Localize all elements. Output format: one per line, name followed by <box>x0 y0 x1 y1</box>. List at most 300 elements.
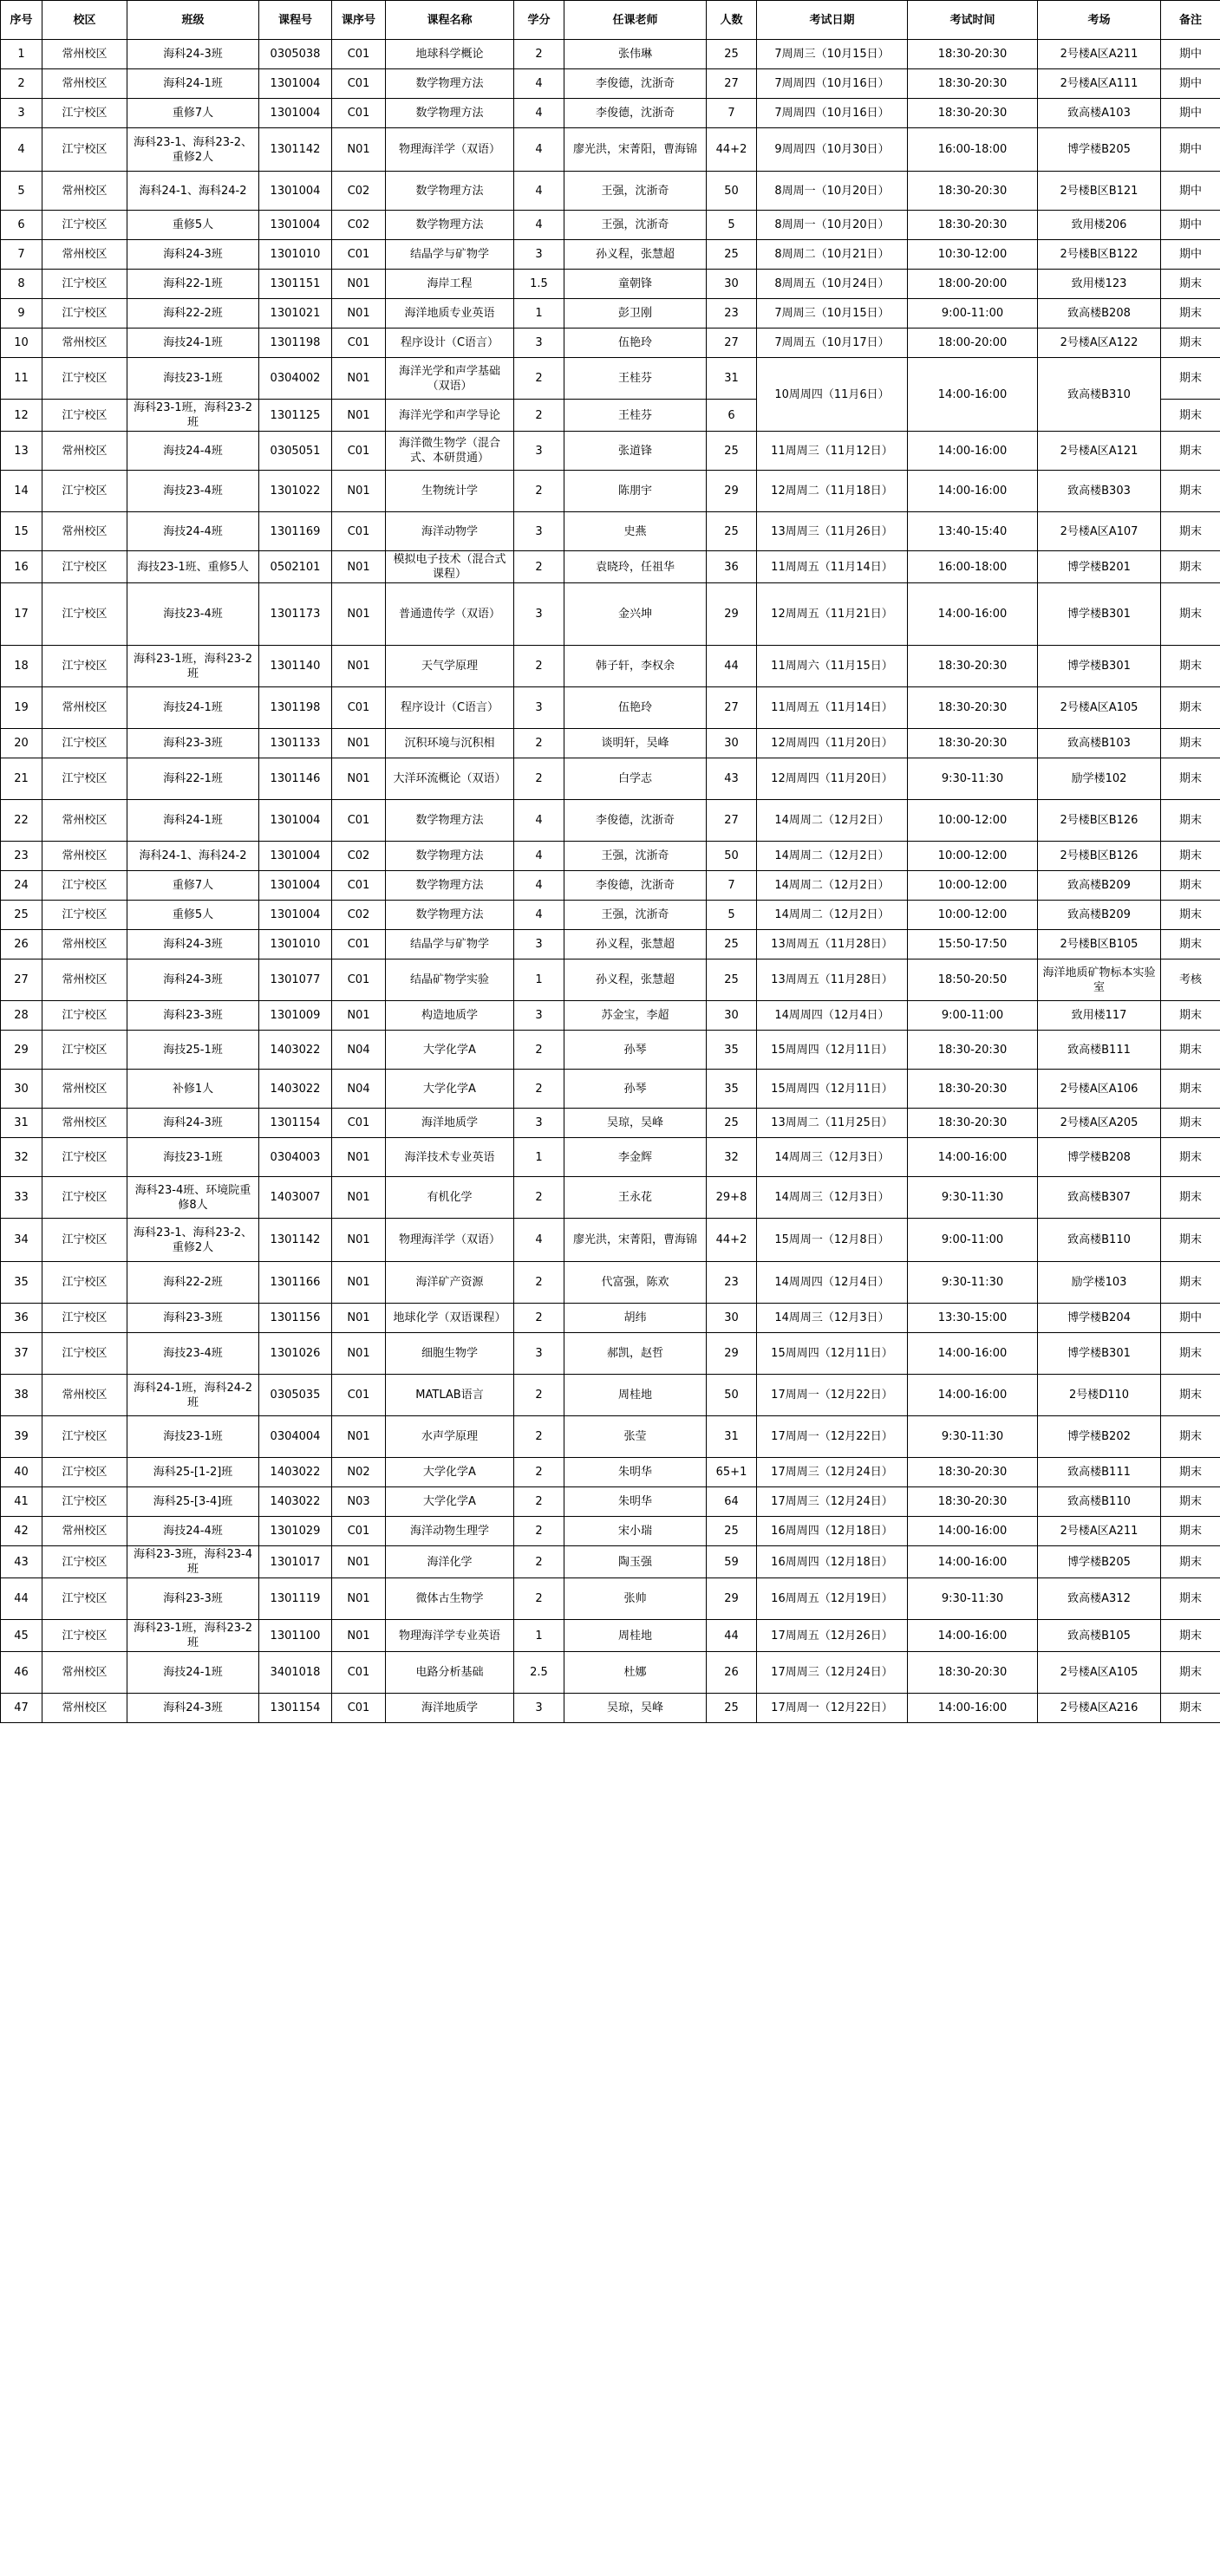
header-course-code: 课程号 <box>259 1 332 40</box>
cell-exam-time: 9:00-11:00 <box>908 299 1038 329</box>
header-section: 课序号 <box>332 1 386 40</box>
cell-index: 41 <box>1 1487 42 1517</box>
cell-exam-date: 8周周一（10月20日） <box>757 172 908 211</box>
cell-index: 46 <box>1 1652 42 1694</box>
cell-count: 30 <box>707 729 757 758</box>
cell-section: C01 <box>332 432 386 471</box>
cell-exam-date: 14周周四（12月4日） <box>757 1001 908 1031</box>
cell-exam-date: 14周周三（12月3日） <box>757 1138 908 1177</box>
cell-section: C01 <box>332 512 386 551</box>
cell-section: N01 <box>332 1001 386 1031</box>
cell-remark: 期末 <box>1161 930 1220 959</box>
cell-count: 31 <box>707 1416 757 1458</box>
cell-course-code: 0304003 <box>259 1138 332 1177</box>
cell-teacher: 朱明华 <box>564 1458 707 1487</box>
cell-teacher: 朱明华 <box>564 1487 707 1517</box>
cell-section: C01 <box>332 99 386 128</box>
table-row <box>1 471 1220 512</box>
header-exam-date: 考试日期 <box>757 1 908 40</box>
cell-exam-date: 16周周五（12月19日） <box>757 1578 908 1620</box>
cell-remark: 期末 <box>1161 758 1220 800</box>
cell-exam-room: 2号楼A区A211 <box>1038 1517 1161 1546</box>
cell-credits: 3 <box>514 1694 564 1723</box>
table-row <box>1 729 1220 758</box>
cell-section: C01 <box>332 1652 386 1694</box>
cell-course-name: 结晶学与矿物学 <box>386 930 514 959</box>
cell-credits: 1 <box>514 1620 564 1652</box>
table-row <box>1 211 1220 240</box>
cell-exam-room: 博学楼B301 <box>1038 583 1161 646</box>
cell-course-name: 沉积环境与沉积相 <box>386 729 514 758</box>
cell-section: C01 <box>332 930 386 959</box>
cell-credits: 2 <box>514 1070 564 1109</box>
cell-exam-room: 致高楼B111 <box>1038 1031 1161 1070</box>
cell-count: 32 <box>707 1138 757 1177</box>
cell-exam-date: 13周周二（11月25日） <box>757 1109 908 1138</box>
header-row <box>1 1 1220 40</box>
cell-credits: 2.5 <box>514 1652 564 1694</box>
cell-credits: 2 <box>514 758 564 800</box>
cell-exam-date: 17周周一（12月22日） <box>757 1416 908 1458</box>
cell-campus: 江宁校区 <box>42 729 127 758</box>
cell-remark: 期末 <box>1161 1620 1220 1652</box>
cell-class: 海技23-4班 <box>127 1333 259 1375</box>
cell-teacher: 伍艳玲 <box>564 687 707 729</box>
cell-teacher: 孙义程，张慧超 <box>564 930 707 959</box>
cell-remark: 期末 <box>1161 471 1220 512</box>
table-row <box>1 40 1220 69</box>
table-row <box>1 69 1220 99</box>
cell-course-code: 0304002 <box>259 358 332 400</box>
cell-index: 22 <box>1 800 42 842</box>
cell-exam-time: 14:00-16:00 <box>908 1694 1038 1723</box>
cell-exam-date: 15周周四（12月11日） <box>757 1333 908 1375</box>
cell-exam-room: 海洋地质矿物标本实验室 <box>1038 959 1161 1001</box>
cell-exam-time: 9:30-11:30 <box>908 1262 1038 1304</box>
cell-remark: 期末 <box>1161 358 1220 400</box>
cell-course-code: 1403022 <box>259 1458 332 1487</box>
cell-exam-room: 励学楼103 <box>1038 1262 1161 1304</box>
cell-exam-room: 致用楼123 <box>1038 270 1161 299</box>
cell-exam-room: 致用楼206 <box>1038 211 1161 240</box>
cell-section: N01 <box>332 1304 386 1333</box>
cell-teacher: 王桂芬 <box>564 358 707 400</box>
cell-exam-date: 14周周三（12月3日） <box>757 1304 908 1333</box>
cell-teacher: 张莹 <box>564 1416 707 1458</box>
cell-campus: 江宁校区 <box>42 1177 127 1219</box>
cell-section: N01 <box>332 358 386 400</box>
cell-section: N01 <box>332 1219 386 1262</box>
cell-index: 10 <box>1 329 42 358</box>
cell-index: 7 <box>1 240 42 270</box>
cell-exam-time: 18:00-20:00 <box>908 329 1038 358</box>
cell-campus: 常州校区 <box>42 1652 127 1694</box>
header-teacher: 任课老师 <box>564 1 707 40</box>
cell-course-code: 1301142 <box>259 128 332 172</box>
cell-count: 25 <box>707 959 757 1001</box>
table-row <box>1 99 1220 128</box>
cell-exam-room: 2号楼D110 <box>1038 1375 1161 1416</box>
cell-count: 30 <box>707 1001 757 1031</box>
cell-course-code: 1301004 <box>259 99 332 128</box>
cell-course-name: 海岸工程 <box>386 270 514 299</box>
cell-course-code: 1403022 <box>259 1487 332 1517</box>
cell-exam-room: 2号楼A区A105 <box>1038 687 1161 729</box>
cell-class: 海技24-4班 <box>127 1517 259 1546</box>
cell-course-code: 1301100 <box>259 1620 332 1652</box>
cell-class: 补修1人 <box>127 1070 259 1109</box>
cell-credits: 3 <box>514 583 564 646</box>
cell-credits: 2 <box>514 1578 564 1620</box>
cell-course-code: 1301198 <box>259 329 332 358</box>
cell-class: 海科25-[1-2]班 <box>127 1458 259 1487</box>
cell-exam-time: 14:00-16:00 <box>908 471 1038 512</box>
cell-course-code: 0305038 <box>259 40 332 69</box>
cell-exam-time: 9:30-11:30 <box>908 1177 1038 1219</box>
cell-teacher: 胡纬 <box>564 1304 707 1333</box>
cell-campus: 江宁校区 <box>42 1138 127 1177</box>
cell-campus: 江宁校区 <box>42 1031 127 1070</box>
cell-exam-time: 14:00-16:00 <box>908 1375 1038 1416</box>
cell-index: 8 <box>1 270 42 299</box>
cell-exam-time: 18:30-20:30 <box>908 1458 1038 1487</box>
cell-teacher: 史燕 <box>564 512 707 551</box>
cell-class: 海科24-3班 <box>127 959 259 1001</box>
table-row <box>1 358 1220 400</box>
cell-count: 27 <box>707 687 757 729</box>
cell-section: C01 <box>332 871 386 901</box>
cell-campus: 江宁校区 <box>42 758 127 800</box>
cell-exam-room: 2号楼A区A105 <box>1038 1652 1161 1694</box>
cell-index: 16 <box>1 551 42 583</box>
cell-exam-time: 18:30-20:30 <box>908 40 1038 69</box>
cell-exam-room: 2号楼B区B126 <box>1038 800 1161 842</box>
cell-index: 37 <box>1 1333 42 1375</box>
cell-section: N01 <box>332 758 386 800</box>
cell-remark: 期末 <box>1161 432 1220 471</box>
cell-campus: 江宁校区 <box>42 128 127 172</box>
cell-section: N01 <box>332 1620 386 1652</box>
cell-credits: 3 <box>514 687 564 729</box>
cell-class: 海科23-3班 <box>127 1304 259 1333</box>
cell-exam-time: 10:00-12:00 <box>908 800 1038 842</box>
cell-section: C01 <box>332 240 386 270</box>
cell-exam-room: 2号楼A区A106 <box>1038 1070 1161 1109</box>
cell-course-name: 海洋微生物学（混合式、本研贯通） <box>386 432 514 471</box>
cell-exam-date: 14周周二（12月2日） <box>757 901 908 930</box>
cell-exam-time: 14:00-16:00 <box>908 1517 1038 1546</box>
cell-exam-room: 2号楼B区B121 <box>1038 172 1161 211</box>
cell-index: 40 <box>1 1458 42 1487</box>
cell-index: 9 <box>1 299 42 329</box>
cell-exam-date: 12周周四（11月20日） <box>757 758 908 800</box>
cell-class: 海技23-1班 <box>127 1138 259 1177</box>
cell-exam-time: 10:00-12:00 <box>908 901 1038 930</box>
cell-class: 海技23-4班 <box>127 471 259 512</box>
cell-exam-room: 博学楼B208 <box>1038 1138 1161 1177</box>
cell-credits: 4 <box>514 172 564 211</box>
cell-index: 34 <box>1 1219 42 1262</box>
cell-count: 25 <box>707 1109 757 1138</box>
cell-class: 海科24-1、海科24-2 <box>127 172 259 211</box>
cell-course-name: 微体古生物学 <box>386 1578 514 1620</box>
cell-index: 23 <box>1 842 42 871</box>
cell-remark: 期末 <box>1161 1031 1220 1070</box>
cell-section: N04 <box>332 1031 386 1070</box>
cell-class: 海科23-1、海科23-2、重修2人 <box>127 128 259 172</box>
cell-exam-room: 2号楼A区A111 <box>1038 69 1161 99</box>
cell-exam-time: 14:00-16:00 <box>908 358 1038 432</box>
cell-course-name: 数学物理方法 <box>386 69 514 99</box>
cell-campus: 常州校区 <box>42 69 127 99</box>
cell-course-name: 海洋技术专业英语 <box>386 1138 514 1177</box>
cell-remark: 期末 <box>1161 1546 1220 1578</box>
cell-campus: 江宁校区 <box>42 1416 127 1458</box>
cell-exam-time: 16:00-18:00 <box>908 551 1038 583</box>
cell-teacher: 杜娜 <box>564 1652 707 1694</box>
cell-class: 海科24-3班 <box>127 930 259 959</box>
cell-campus: 江宁校区 <box>42 1487 127 1517</box>
table-row <box>1 1487 1220 1517</box>
cell-class: 重修5人 <box>127 211 259 240</box>
cell-exam-time: 14:00-16:00 <box>908 583 1038 646</box>
cell-course-name: 普通遗传学（双语） <box>386 583 514 646</box>
cell-teacher: 李俊德，沈浙奇 <box>564 99 707 128</box>
cell-exam-date: 12周周四（11月20日） <box>757 729 908 758</box>
cell-course-name: 数学物理方法 <box>386 842 514 871</box>
header-credits: 学分 <box>514 1 564 40</box>
cell-count: 6 <box>707 400 757 432</box>
cell-campus: 江宁校区 <box>42 400 127 432</box>
cell-course-name: 程序设计（C语言） <box>386 687 514 729</box>
cell-course-name: 海洋动物学 <box>386 512 514 551</box>
cell-credits: 4 <box>514 99 564 128</box>
cell-teacher: 王桂芬 <box>564 400 707 432</box>
cell-course-name: 数学物理方法 <box>386 901 514 930</box>
cell-remark: 期末 <box>1161 1219 1220 1262</box>
cell-count: 29 <box>707 1578 757 1620</box>
cell-exam-date: 14周周四（12月4日） <box>757 1262 908 1304</box>
cell-class: 重修7人 <box>127 99 259 128</box>
header-course-name: 课程名称 <box>386 1 514 40</box>
cell-index: 28 <box>1 1001 42 1031</box>
cell-credits: 3 <box>514 930 564 959</box>
cell-exam-date: 14周周二（12月2日） <box>757 800 908 842</box>
cell-exam-room: 2号楼A区A121 <box>1038 432 1161 471</box>
cell-exam-date: 8周周二（10月21日） <box>757 240 908 270</box>
cell-count: 25 <box>707 432 757 471</box>
cell-exam-time: 18:30-20:30 <box>908 99 1038 128</box>
cell-teacher: 白学志 <box>564 758 707 800</box>
cell-remark: 期末 <box>1161 800 1220 842</box>
cell-count: 44 <box>707 646 757 687</box>
table-row <box>1 1458 1220 1487</box>
cell-exam-room: 2号楼B区B105 <box>1038 930 1161 959</box>
cell-credits: 2 <box>514 1546 564 1578</box>
cell-exam-room: 博学楼B202 <box>1038 1416 1161 1458</box>
cell-course-name: 天气学原理 <box>386 646 514 687</box>
cell-teacher: 廖光洪，宋菁阳，曹海锦 <box>564 128 707 172</box>
cell-remark: 期末 <box>1161 329 1220 358</box>
cell-exam-time: 10:00-12:00 <box>908 842 1038 871</box>
cell-course-code: 0304004 <box>259 1416 332 1458</box>
cell-remark: 期末 <box>1161 551 1220 583</box>
cell-exam-date: 17周周一（12月22日） <box>757 1694 908 1723</box>
cell-remark: 期末 <box>1161 729 1220 758</box>
cell-teacher: 韩子轩，李权余 <box>564 646 707 687</box>
cell-campus: 常州校区 <box>42 687 127 729</box>
cell-class: 海科23-1班，海科23-2班 <box>127 1620 259 1652</box>
cell-credits: 2 <box>514 1487 564 1517</box>
cell-course-name: 结晶学与矿物学 <box>386 240 514 270</box>
cell-remark: 期末 <box>1161 1694 1220 1723</box>
header-remark: 备注 <box>1161 1 1220 40</box>
cell-section: C01 <box>332 1109 386 1138</box>
cell-section: C01 <box>332 69 386 99</box>
cell-exam-room: 2号楼A区A107 <box>1038 512 1161 551</box>
cell-class: 海科24-1班，海科24-2班 <box>127 1375 259 1416</box>
cell-course-code: 1301017 <box>259 1546 332 1578</box>
cell-index: 20 <box>1 729 42 758</box>
cell-teacher: 李俊德，沈浙奇 <box>564 871 707 901</box>
table-row <box>1 1620 1220 1652</box>
cell-exam-time: 14:00-16:00 <box>908 1546 1038 1578</box>
cell-teacher: 苏金宝，李超 <box>564 1001 707 1031</box>
table-row <box>1 329 1220 358</box>
cell-remark: 期末 <box>1161 1375 1220 1416</box>
cell-exam-date: 14周周三（12月3日） <box>757 1177 908 1219</box>
table-row <box>1 646 1220 687</box>
cell-section: N03 <box>332 1487 386 1517</box>
cell-campus: 江宁校区 <box>42 99 127 128</box>
cell-credits: 4 <box>514 69 564 99</box>
cell-remark: 期中 <box>1161 1304 1220 1333</box>
cell-credits: 4 <box>514 1219 564 1262</box>
cell-section: C01 <box>332 1694 386 1723</box>
cell-exam-room: 2号楼B区B122 <box>1038 240 1161 270</box>
cell-exam-time: 18:30-20:30 <box>908 1070 1038 1109</box>
cell-exam-room: 致高楼B105 <box>1038 1620 1161 1652</box>
cell-remark: 期末 <box>1161 1262 1220 1304</box>
cell-remark: 期中 <box>1161 240 1220 270</box>
cell-course-code: 1301004 <box>259 69 332 99</box>
cell-exam-date: 14周周二（12月2日） <box>757 871 908 901</box>
cell-course-name: 大学化学A <box>386 1487 514 1517</box>
cell-course-code: 1301004 <box>259 842 332 871</box>
cell-course-code: 0305035 <box>259 1375 332 1416</box>
header-campus: 校区 <box>42 1 127 40</box>
cell-exam-time: 18:30-20:30 <box>908 1031 1038 1070</box>
cell-course-code: 1301133 <box>259 729 332 758</box>
cell-count: 5 <box>707 211 757 240</box>
cell-exam-room: 2号楼A区A216 <box>1038 1694 1161 1723</box>
cell-course-name: 海洋矿产资源 <box>386 1262 514 1304</box>
cell-remark: 期末 <box>1161 270 1220 299</box>
cell-exam-date: 17周周三（12月24日） <box>757 1458 908 1487</box>
cell-section: N01 <box>332 1262 386 1304</box>
table-row <box>1 432 1220 471</box>
table-row <box>1 270 1220 299</box>
cell-course-code: 1301151 <box>259 270 332 299</box>
cell-credits: 2 <box>514 729 564 758</box>
cell-exam-time: 18:30-20:30 <box>908 687 1038 729</box>
cell-class: 海科23-1班，海科23-2班 <box>127 646 259 687</box>
cell-index: 29 <box>1 1031 42 1070</box>
cell-exam-time: 9:30-11:30 <box>908 758 1038 800</box>
cell-course-name: 地球化学（双语课程） <box>386 1304 514 1333</box>
cell-count: 65+1 <box>707 1458 757 1487</box>
cell-campus: 常州校区 <box>42 1694 127 1723</box>
cell-teacher: 郝凯，赵哲 <box>564 1333 707 1375</box>
cell-remark: 期末 <box>1161 1458 1220 1487</box>
cell-exam-room: 2号楼A区A122 <box>1038 329 1161 358</box>
cell-course-name: 海洋地质学 <box>386 1109 514 1138</box>
cell-section: N02 <box>332 1458 386 1487</box>
cell-section: N01 <box>332 1333 386 1375</box>
cell-campus: 常州校区 <box>42 329 127 358</box>
cell-class: 海技23-1班、重修5人 <box>127 551 259 583</box>
cell-section: C01 <box>332 1517 386 1546</box>
cell-count: 50 <box>707 172 757 211</box>
cell-teacher: 陶玉强 <box>564 1546 707 1578</box>
cell-campus: 常州校区 <box>42 172 127 211</box>
cell-exam-date: 15周周四（12月11日） <box>757 1031 908 1070</box>
cell-exam-room: 2号楼B区B126 <box>1038 842 1161 871</box>
cell-campus: 常州校区 <box>42 1375 127 1416</box>
cell-course-code: 1301140 <box>259 646 332 687</box>
cell-teacher: 吴琼，吴峰 <box>564 1694 707 1723</box>
cell-section: C01 <box>332 1375 386 1416</box>
cell-remark: 期末 <box>1161 901 1220 930</box>
cell-remark: 期末 <box>1161 1109 1220 1138</box>
cell-class: 海科22-1班 <box>127 758 259 800</box>
cell-remark: 期末 <box>1161 1070 1220 1109</box>
cell-campus: 江宁校区 <box>42 1578 127 1620</box>
cell-class: 海技24-1班 <box>127 687 259 729</box>
cell-exam-time: 18:30-20:30 <box>908 211 1038 240</box>
cell-course-code: 1403007 <box>259 1177 332 1219</box>
cell-remark: 期末 <box>1161 687 1220 729</box>
cell-index: 26 <box>1 930 42 959</box>
cell-exam-date: 7周周五（10月17日） <box>757 329 908 358</box>
cell-exam-date: 11周周六（11月15日） <box>757 646 908 687</box>
cell-exam-time: 18:30-20:30 <box>908 646 1038 687</box>
header-count: 人数 <box>707 1 757 40</box>
table-row <box>1 800 1220 842</box>
cell-credits: 2 <box>514 646 564 687</box>
cell-index: 4 <box>1 128 42 172</box>
cell-index: 42 <box>1 1517 42 1546</box>
cell-section: N01 <box>332 646 386 687</box>
cell-remark: 期末 <box>1161 299 1220 329</box>
cell-index: 24 <box>1 871 42 901</box>
cell-credits: 2 <box>514 1177 564 1219</box>
cell-teacher: 王强，沈浙奇 <box>564 901 707 930</box>
cell-section: N01 <box>332 551 386 583</box>
cell-count: 36 <box>707 551 757 583</box>
cell-course-code: 1301010 <box>259 240 332 270</box>
cell-section: C01 <box>332 959 386 1001</box>
table-row <box>1 901 1220 930</box>
cell-credits: 3 <box>514 240 564 270</box>
cell-course-name: 数学物理方法 <box>386 211 514 240</box>
cell-class: 海技25-1班 <box>127 1031 259 1070</box>
cell-index: 38 <box>1 1375 42 1416</box>
cell-section: N01 <box>332 270 386 299</box>
cell-exam-date: 12周周二（11月18日） <box>757 471 908 512</box>
cell-course-code: 1301009 <box>259 1001 332 1031</box>
cell-course-name: 细胞生物学 <box>386 1333 514 1375</box>
